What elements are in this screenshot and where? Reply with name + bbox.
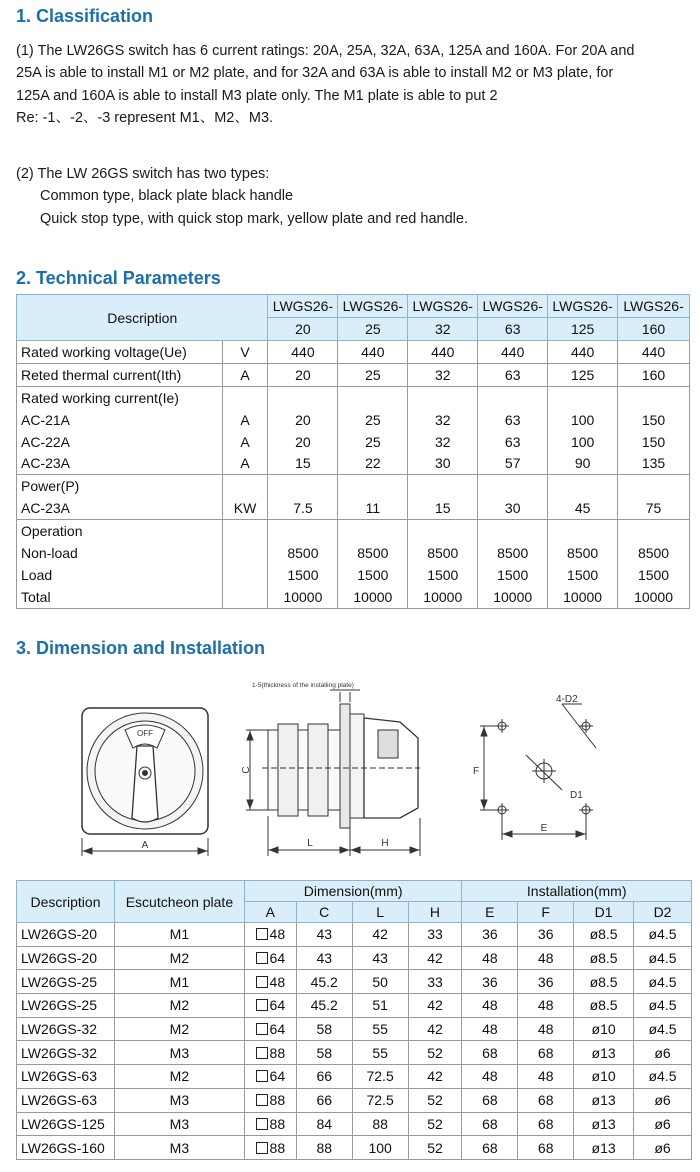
row-value-d2: ø4.5 [634,923,692,947]
row-value: 25 [338,363,408,386]
row-label: Non-load [17,542,223,564]
row-value: 30 [478,497,548,519]
row-label: Operation [17,520,223,542]
header-description: Description [17,881,115,923]
row-value: 8500 [408,542,478,564]
row-value: 440 [338,341,408,364]
row-value-d2: ø6 [634,1041,692,1065]
header-model-top: LWGS26- [408,295,478,318]
row-value: 30 [408,452,478,474]
square-icon [256,976,268,988]
row-unit: V [222,341,268,364]
row-value-d1: ø13 [574,1112,634,1136]
row-description: LW26GS-20 [17,923,115,947]
table-row [17,542,690,564]
row-escutcheon-plate: M3 [114,1136,244,1160]
row-value-d1: ø13 [574,1136,634,1160]
row-dimension-a [244,994,296,1018]
dimension-label-a: A [141,840,149,851]
row-value-f: 68 [518,1136,574,1160]
row-value: 10000 [548,586,618,608]
row-escutcheon-plate: M2 [114,1065,244,1089]
row-value: 15 [408,497,478,519]
row-value-e: 48 [462,946,518,970]
row-value-h: 52 [408,1041,462,1065]
section-heading-technical-parameters: 2. Technical Parameters [16,268,221,288]
row-value-d1: ø13 [574,1088,634,1112]
table-row [17,923,692,947]
row-value-e: 36 [462,923,518,947]
row-value: 1500 [338,564,408,586]
row-dimension-a [244,1136,296,1160]
square-icon [256,952,268,964]
row-label: Total [17,586,223,608]
header-col-a: A [244,902,296,923]
table-row [17,431,690,453]
row-value-f: 48 [518,1065,574,1089]
row-value: 90 [548,452,618,474]
square-icon [256,928,268,940]
row-value-d2: ø4.5 [634,946,692,970]
row-value [478,520,548,542]
row-unit: A [222,452,268,474]
row-unit [222,520,268,542]
table-row [17,1017,692,1041]
paragraph-line: 25A is able to install M1 or M2 plate, and for 32A and 63A is able to install M2 or M3 plate, for [16,65,614,82]
header-col-l: L [352,902,408,923]
row-value-d1: ø13 [574,1041,634,1065]
table-row [17,1088,692,1112]
row-value-f: 68 [518,1112,574,1136]
row-value: 8500 [478,542,548,564]
row-value: 10000 [618,586,690,608]
square-icon [256,999,268,1011]
row-value-e: 48 [462,1017,518,1041]
row-label: AC-23A [17,497,223,519]
row-value: 7.5 [268,497,338,519]
row-description: LW26GS-63 [17,1065,115,1089]
paragraph-line: (1) The LW26GS switch has 6 current ratings: 20A, 25A, 32A, 63A, 125A and 160A. For 20A and [16,43,635,59]
header-col-h: H [408,902,462,923]
dimension-label-l: L [307,838,313,849]
row-value-h: 33 [408,970,462,994]
header-model-top: LWGS26- [548,295,618,318]
table-row [17,1065,692,1089]
header-model-rating: 63 [478,318,548,341]
header-model-top: LWGS26- [338,295,408,318]
row-value-l: 100 [352,1136,408,1160]
row-value: 75 [618,497,690,519]
row-value: 160 [618,363,690,386]
row-value-f: 36 [518,923,574,947]
row-value: 150 [618,431,690,453]
row-value: 20 [268,431,338,453]
row-value-c: 88 [296,1136,352,1160]
dimension-a-value: 64 [269,1068,286,1085]
row-value-h: 42 [408,994,462,1018]
row-value-f: 48 [518,946,574,970]
header-model-rating: 25 [338,318,408,341]
row-value: 10000 [408,586,478,608]
table-row [17,1041,692,1065]
row-value: 125 [548,363,618,386]
dimension-a-value: 64 [269,1021,286,1038]
side-view-diagram [246,690,420,856]
row-escutcheon-plate: M2 [114,994,244,1018]
row-value-h: 33 [408,923,462,947]
row-unit: A [222,409,268,431]
row-value [408,386,478,408]
row-value-l: 55 [352,1017,408,1041]
row-value-d2: ø6 [634,1112,692,1136]
header-model-rating: 160 [618,318,690,341]
section-heading-dimension-installation: 3. Dimension and Installation [16,638,266,658]
row-unit: A [222,431,268,453]
row-value-d1: ø8.5 [574,923,634,947]
row-value-d2: ø6 [634,1088,692,1112]
table-row [17,409,690,431]
header-model-rating: 32 [408,318,478,341]
row-value-d1: ø8.5 [574,946,634,970]
row-escutcheon-plate: M1 [114,970,244,994]
dimension-a-value: 48 [269,926,286,943]
classification-paragraph-2 [16,163,468,230]
dimension-a-value: 64 [269,997,286,1014]
row-value [338,475,408,497]
header-description: Description [17,295,268,341]
row-value-l: 42 [352,923,408,947]
row-value [268,386,338,408]
row-unit [222,542,268,564]
dimension-installation-body [17,923,692,1160]
section-heading-classification: 1. Classification [16,6,154,26]
dimension-a-value: 88 [269,1092,286,1109]
row-description: LW26GS-125 [17,1112,115,1136]
row-value-f: 48 [518,1017,574,1041]
square-icon [256,1094,268,1106]
row-value: 440 [618,341,690,364]
installation-hole-diagram [480,704,596,840]
row-description: LW26GS-160 [17,1136,115,1160]
row-label: Rated working current(Ie) [17,386,223,408]
row-value: 10000 [268,586,338,608]
row-value-h: 42 [408,1017,462,1041]
row-value [548,520,618,542]
row-value-e: 68 [462,1136,518,1160]
header-col-d2: D2 [634,902,692,923]
row-value: 57 [478,452,548,474]
row-value-h: 52 [408,1136,462,1160]
row-value: 22 [338,452,408,474]
row-value: 135 [618,452,690,474]
technical-parameters-body [17,341,690,609]
table-row [17,994,692,1018]
row-value: 10000 [478,586,548,608]
row-label: AC-23A [17,452,223,474]
row-dimension-a [244,946,296,970]
classification-paragraph-1 [16,40,635,129]
row-value-c: 45.2 [296,994,352,1018]
row-escutcheon-plate: M3 [114,1112,244,1136]
row-value-c: 43 [296,923,352,947]
table-row [17,452,690,474]
row-dimension-a [244,923,296,947]
row-unit: A [222,363,268,386]
row-value: 440 [408,341,478,364]
row-value-c: 66 [296,1088,352,1112]
row-value-c: 58 [296,1041,352,1065]
row-value-l: 72.5 [352,1088,408,1112]
row-value-h: 52 [408,1112,462,1136]
row-value: 25 [338,431,408,453]
row-value: 100 [548,409,618,431]
row-value: 45 [548,497,618,519]
row-value: 1500 [408,564,478,586]
header-dimension: Dimension(mm) [244,881,462,902]
row-value: 1500 [548,564,618,586]
table-row [17,386,690,408]
row-value [338,386,408,408]
row-value: 32 [408,363,478,386]
table-row [17,341,690,364]
row-value-c: 43 [296,946,352,970]
row-description: LW26GS-20 [17,946,115,970]
row-escutcheon-plate: M2 [114,946,244,970]
dimension-a-value: 88 [269,1044,286,1061]
table-row [17,1112,692,1136]
row-value-d2: ø4.5 [634,1065,692,1089]
row-description: LW26GS-32 [17,1017,115,1041]
row-value: 8500 [548,542,618,564]
row-value [338,520,408,542]
row-value-e: 36 [462,970,518,994]
square-icon [256,1118,268,1130]
row-value-e: 48 [462,994,518,1018]
row-value: 63 [478,363,548,386]
row-value-l: 50 [352,970,408,994]
square-icon [256,1047,268,1059]
row-value: 63 [478,431,548,453]
row-value [268,520,338,542]
dimension-label-c: C [241,766,252,774]
row-value: 440 [268,341,338,364]
paragraph-line: (2) The LW 26GS switch has two types: [16,166,270,182]
table-row [17,520,690,542]
hole-label-d1: D1 [570,790,583,801]
row-value: 8500 [268,542,338,564]
header-col-e: E [462,902,518,923]
row-value-f: 68 [518,1088,574,1112]
row-value-l: 51 [352,994,408,1018]
row-value-c: 66 [296,1065,352,1089]
row-value: 8500 [338,542,408,564]
row-value-f: 68 [518,1041,574,1065]
row-value: 11 [338,497,408,519]
row-value [478,386,548,408]
dimension-label-e: E [540,823,548,834]
row-escutcheon-plate: M1 [114,923,244,947]
dimension-label-h: H [381,838,389,849]
dimension-label-f: F [472,766,480,777]
technical-parameters-table [16,294,690,609]
dimension-a-value: 48 [269,973,286,990]
header-model-top: LWGS26- [618,295,690,318]
table-row [17,946,692,970]
row-value-h: 42 [408,1065,462,1089]
row-value [268,475,338,497]
row-value: 1500 [268,564,338,586]
header-model-top: LWGS26- [268,295,338,318]
row-escutcheon-plate: M3 [114,1088,244,1112]
row-dimension-a [244,1088,296,1112]
row-label: AC-21A [17,409,223,431]
paragraph-line: 125A and 160A is able to install M3 plate only. The M1 plate is able to put 2 [16,87,498,104]
row-value-e: 68 [462,1041,518,1065]
row-value-l: 55 [352,1041,408,1065]
row-value-c: 58 [296,1017,352,1041]
row-unit [222,564,268,586]
row-value-f: 48 [518,994,574,1018]
row-value: 63 [478,409,548,431]
row-label: Rated working voltage(Ue) [17,341,223,364]
row-value: 10000 [338,586,408,608]
row-description: LW26GS-25 [17,970,115,994]
row-description: LW26GS-32 [17,1041,115,1065]
row-value: 440 [478,341,548,364]
row-value: 8500 [618,542,690,564]
header-model-rating: 125 [548,318,618,341]
row-unit [222,386,268,408]
paragraph-line: Re: -1、-2、-3 represent M1、M2、M3. [16,109,274,126]
row-value-d1: ø8.5 [574,994,634,1018]
header-col-c: C [296,902,352,923]
off-label: OFF [137,729,153,738]
row-value: 15 [268,452,338,474]
dimension-installation-table [16,880,692,1160]
row-value-d1: ø8.5 [574,970,634,994]
row-value-d2: ø4.5 [634,1017,692,1041]
row-value: 1500 [618,564,690,586]
row-description: LW26GS-63 [17,1088,115,1112]
row-unit [222,475,268,497]
row-value-d1: ø10 [574,1017,634,1041]
header-installation: Installation(mm) [462,881,692,902]
row-dimension-a [244,970,296,994]
hole-label-4-d2: 4-D2 [556,694,578,705]
table-row [17,586,690,608]
row-value: 25 [338,409,408,431]
header-escutcheon-plate: Escutcheon plate [114,881,244,923]
row-value-d2: ø4.5 [634,994,692,1018]
row-value-d1: ø10 [574,1065,634,1089]
row-value [548,475,618,497]
row-value [478,475,548,497]
row-value-e: 68 [462,1088,518,1112]
row-label: AC-22A [17,431,223,453]
row-value: 20 [268,363,338,386]
row-value-l: 88 [352,1112,408,1136]
row-escutcheon-plate: M3 [114,1041,244,1065]
row-value-d2: ø6 [634,1136,692,1160]
row-value: 100 [548,431,618,453]
square-icon [256,1070,268,1082]
table-row [17,363,690,386]
paragraph-line: Common type, black plate black handle [40,188,294,205]
dimension-a-value: 88 [269,1139,286,1156]
header-model-rating: 20 [268,318,338,341]
row-value-e: 48 [462,1065,518,1089]
row-label: Power(P) [17,475,223,497]
row-value-l: 43 [352,946,408,970]
row-value-h: 52 [408,1088,462,1112]
row-value-l: 72.5 [352,1065,408,1089]
row-dimension-a [244,1041,296,1065]
row-value: 32 [408,409,478,431]
thickness-label: 1-5(thickness of the installing plate) [252,682,354,689]
dimension-a-value: 88 [269,1115,286,1132]
row-value: 150 [618,409,690,431]
row-value-h: 42 [408,946,462,970]
header-col-d1: D1 [574,902,634,923]
table-row [17,564,690,586]
row-label: Load [17,564,223,586]
table-row [17,970,692,994]
row-escutcheon-plate: M2 [114,1017,244,1041]
row-value: 440 [548,341,618,364]
row-value [618,386,690,408]
row-value [618,475,690,497]
square-icon [256,1023,268,1035]
row-value: 1500 [478,564,548,586]
dimension-drawing [0,668,700,868]
row-value [548,386,618,408]
row-value-e: 68 [462,1112,518,1136]
row-value [408,520,478,542]
row-dimension-a [244,1017,296,1041]
row-value: 32 [408,431,478,453]
row-value [408,475,478,497]
row-value-f: 36 [518,970,574,994]
row-unit [222,586,268,608]
header-model-top: LWGS26- [478,295,548,318]
dimension-a-value: 64 [269,950,286,967]
row-description: LW26GS-25 [17,994,115,1018]
header-col-f: F [518,902,574,923]
row-value: 20 [268,409,338,431]
square-icon [256,1142,268,1154]
row-unit: KW [222,497,268,519]
row-dimension-a [244,1065,296,1089]
row-dimension-a [244,1112,296,1136]
table-row [17,475,690,497]
row-value-d2: ø4.5 [634,970,692,994]
row-label: Reted thermal current(Ith) [17,363,223,386]
row-value-c: 45.2 [296,970,352,994]
table-row [17,1136,692,1160]
row-value-c: 84 [296,1112,352,1136]
paragraph-line: Quick stop type, with quick stop mark, yellow plate and red handle. [40,210,468,227]
table-row [17,497,690,519]
row-value [618,520,690,542]
